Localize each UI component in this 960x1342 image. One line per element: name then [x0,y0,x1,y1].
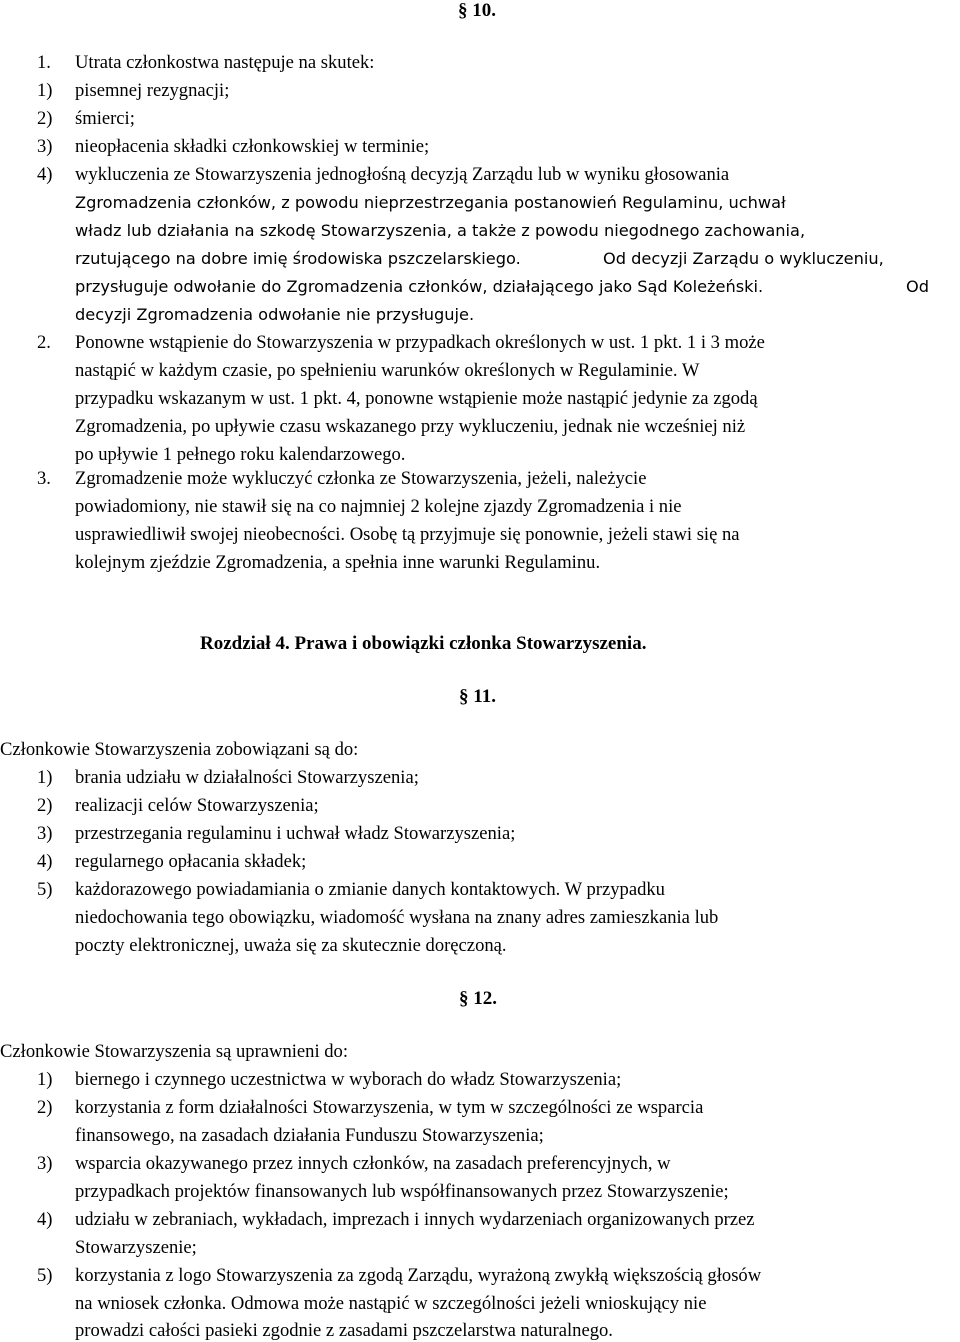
list-item-text: śmierci; [75,108,135,129]
paragraph-number-3: 3. [37,468,51,489]
paragraph-line: przypadku wskazanym w ust. 1 pkt. 4, ponowne wstąpienie może nastąpić jedynie za zgodą [75,388,758,409]
section-11-intro: Członkowie Stowarzyszenia zobowiązani są do: [0,739,359,760]
list-item-text: regularnego opłacania składek; [75,851,307,872]
section-heading-12: § 12. [459,988,497,1009]
paragraph-number-1: 1. [37,52,51,73]
list-item-text: nieopłacenia składki członkowskiej w terminie; [75,136,430,157]
list-item-text: na wniosek członka. Odmowa może nastąpić w szczególności jeżeli wnioskujący nie [75,1293,707,1314]
paragraph-1-intro: Utrata członkostwa następuje na skutek: [75,52,375,73]
section-heading-10: § 10. [458,0,496,21]
list-item-number: 1) [37,767,53,788]
paragraph-line: władz lub działania na szkodę Stowarzyszenia, a także z powodu niegodnego zachowania, [75,221,806,240]
paragraph-number-2: 2. [37,332,51,353]
paragraph-line: przysługuje odwołanie do Zgromadzenia członków, działającego jako Sąd Koleżeński. [75,277,764,296]
list-item-number: 5) [37,1265,53,1286]
list-item-text: przestrzegania regulaminu i uchwał władz Stowarzyszenia; [75,823,516,844]
list-item-number: 4) [37,1209,53,1230]
list-item-number: 2) [37,795,53,816]
list-item-text: przypadkach projektów finansowanych lub współfinansowanych przez Stowarzyszenie; [75,1181,729,1202]
list-item-number: 3) [37,1153,53,1174]
list-item-text: finansowego, na zasadach działania Funduszu Stowarzyszenia; [75,1125,544,1146]
list-item-text: wsparcia okazywanego przez innych członków, na zasadach preferencyjnych, w [75,1153,671,1174]
paragraph-line: powiadomiony, nie stawił się na co najmniej 2 kolejne zjazdy Zgromadzenia i nie [75,496,682,517]
list-item-text: poczty elektronicznej, uważa się za skutecznie doręczoną. [75,935,507,956]
paragraph-line: kolejnym zjeździe Zgromadzenia, a spełnia inne warunki Regulaminu. [75,552,601,573]
list-item-number: 2) [37,1097,53,1118]
list-item-number: 4) [37,164,53,185]
list-item-text: realizacji celów Stowarzyszenia; [75,795,319,816]
section-12-intro: Członkowie Stowarzyszenia są uprawnieni do: [0,1041,349,1062]
paragraph-line: Zgromadzenia, po upływie czasu wskazanego przy wykluczeniu, jednak nie wcześniej niż [75,416,746,437]
list-item-number: 3) [37,136,53,157]
paragraph-line: Zgromadzenia członków, z powodu nieprzestrzegania postanowień Regulaminu, uchwał [75,193,786,212]
list-item-number: 1) [37,80,53,101]
list-item-text: korzystania z form działalności Stowarzyszenia, w tym w szczególności ze wsparcia [75,1097,704,1118]
list-item-text: prowadzi całości pasieki zgodnie z zasadami pszczelarstwa naturalnego. [75,1320,613,1341]
list-item-number: 1) [37,1069,53,1090]
list-item-number: 2) [37,108,53,129]
paragraph-line: rzutującego na dobre imię środowiska pszczelarskiego. [75,249,521,268]
chapter-heading: Rozdział 4. Prawa i obowiązki członka Stowarzyszenia. [200,633,647,654]
paragraph-line: Zgromadzenie może wykluczyć członka ze Stowarzyszenia, jeżeli, należycie [75,468,647,489]
list-item-text: korzystania z logo Stowarzyszenia za zgodą Zarządu, wyrażoną zwykłą większością głosów [75,1265,762,1286]
list-item-text: udziału w zebraniach, wykładach, imprezach i innych wydarzeniach organizowanych przez [75,1209,755,1230]
list-item-text: pisemnej rezygnacji; [75,80,230,101]
list-item-text: wykluczenia ze Stowarzyszenia jednogłośną decyzją Zarządu lub w wyniku głosowania [75,164,730,185]
list-item-text: Stowarzyszenie; [75,1237,197,1258]
paragraph-line: Ponowne wstąpienie do Stowarzyszenia w przypadkach określonych w ust. 1 pkt. 1 i 3 może [75,332,765,353]
list-item-text: każdorazowego powiadamiania o zmianie danych kontaktowych. W przypadku [75,879,665,900]
paragraph-line: Od [906,277,930,296]
section-heading-11: § 11. [459,686,496,707]
list-item-number: 5) [37,879,53,900]
paragraph-line: decyzji Zgromadzenia odwołanie nie przysługuje. [75,305,475,324]
list-item-text: biernego i czynnego uczestnictwa w wyborach do władz Stowarzyszenia; [75,1069,622,1090]
list-item-text: brania udziału w działalności Stowarzyszenia; [75,767,419,788]
paragraph-line: Od decyzji Zarządu o wykluczeniu, [603,249,884,268]
paragraph-line: usprawiedliwił swojej nieobecności. Osobę tą przyjmuje się ponownie, jeżeli stawi się na [75,524,740,545]
paragraph-line: po upływie 1 pełnego roku kalendarzowego. [75,444,406,465]
paragraph-line: nastąpić w każdym czasie, po spełnieniu warunków określonych w Regulaminie. W [75,360,700,381]
list-item-number: 3) [37,823,53,844]
list-item-number: 4) [37,851,53,872]
list-item-text: niedochowania tego obowiązku, wiadomość wysłana na znany adres zamieszkania lub [75,907,719,928]
